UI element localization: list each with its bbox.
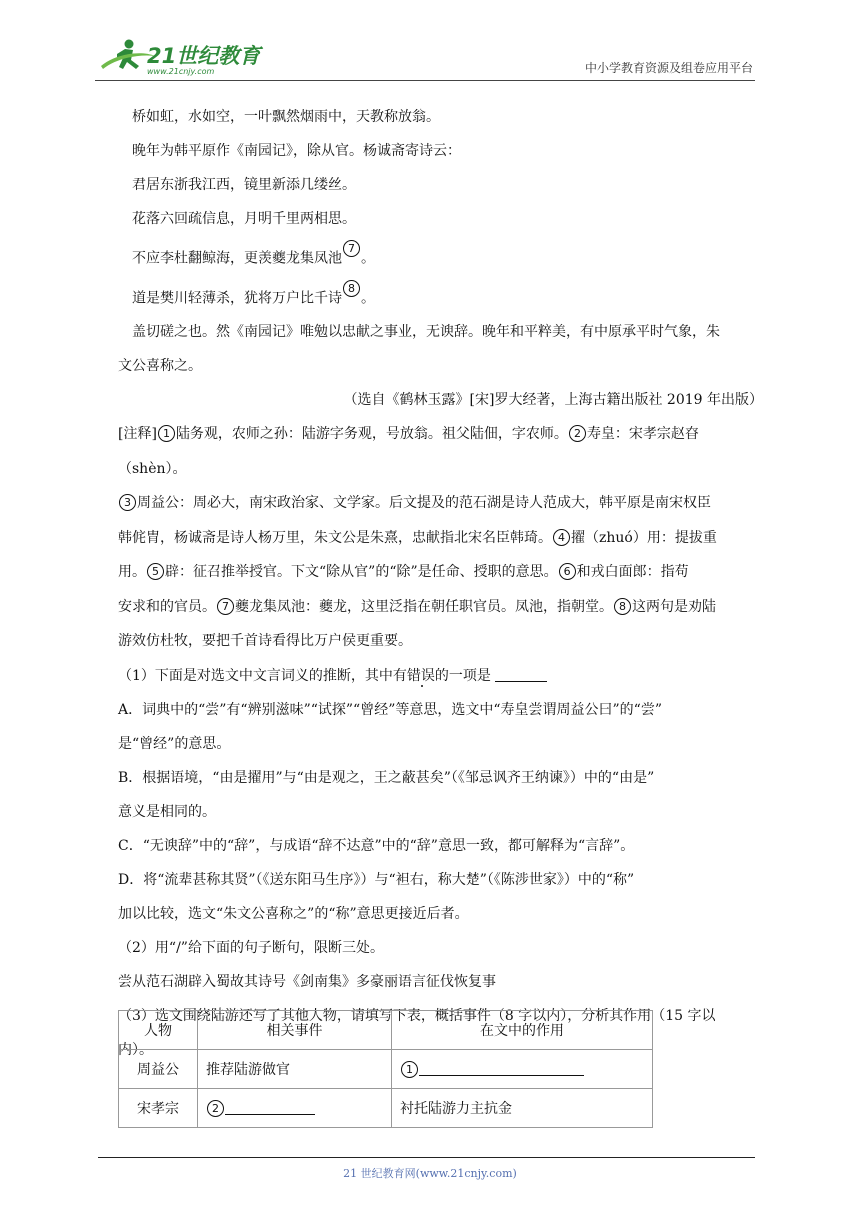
option-c: C．“无谀辞”中的“辞”，与成语“辞不达意”中的“辞”意思一致，都可解释为“言辞”。	[118, 837, 635, 854]
passage-line: 晚年为韩平原作《南园记》，除从官。杨诚斋寄诗云：	[132, 143, 461, 159]
footnote-mark: 8	[343, 280, 360, 297]
note-number: 7	[217, 598, 234, 615]
footer-divider	[98, 1157, 755, 1158]
option-b: B．根据语境，“由是擢用”与“由是观之，王之蔽甚矣”（《邹忌讽齐王纳谏》）中的“由是”	[118, 769, 655, 786]
blank-number: 2	[207, 1100, 224, 1117]
poem-line: 君居东浙我江西，镜里新添几缕丝。	[132, 177, 356, 193]
table-cell-role: 衬托陆游力主抗金	[392, 1089, 653, 1128]
question-2-sentence: 尝从范石湖辟入蜀故其诗号《剑南集》多豪丽语言征伐恢复事	[118, 973, 496, 990]
punctuation: 。	[361, 290, 375, 307]
svg-text:21世纪教育: 21世纪教育	[147, 44, 261, 68]
note-text: 和戎白面郎：指苟	[576, 564, 689, 581]
passage-paragraph-cont: 文公喜称之。	[118, 358, 202, 375]
note-number: 8	[614, 598, 631, 615]
passage-paragraph: 盖切磋之也。然《南园记》唯勉以忠献之事业，无谀辞。晚年和平粹美，有中原承平时气象，朱	[132, 324, 720, 341]
table-cell-person: 周益公	[119, 1050, 198, 1089]
note-number: 6	[559, 563, 576, 580]
option-a: A．词典中的“尝”有“辨别滋味”“试探”“曾经”等意思，选文中“寿皇尝谓周益公曰”的“尝”	[118, 701, 662, 718]
poem-line-text: 道是樊川轻薄杀，犹将万户比千诗	[132, 290, 342, 307]
document-body	[118, 100, 763, 1067]
note-line: 游效仿杜牧，要把千首诗看得比万户侯更重要。	[118, 633, 412, 650]
poem-line	[118, 276, 763, 316]
note-text: 寿皇：宋孝宗赵昚（shèn）。	[118, 426, 699, 477]
option-d-cont: 加以比较，选文“朱文公喜称之”的“称”意思更接近后者。	[118, 905, 469, 922]
poem-line	[118, 236, 763, 276]
note-text: 辟：征召推举授官。下文“除从官”的“除”是任命、授职的意思。	[165, 564, 558, 581]
note-text: 这两句是劝陆	[632, 598, 716, 615]
punctuation: 。	[361, 250, 375, 267]
poem-line-text: 不应李杜翻鲸海，更羡夔龙集凤池	[132, 250, 342, 267]
note-line	[118, 555, 763, 590]
table-row	[119, 1050, 653, 1089]
table-header: 相关事件	[198, 1011, 392, 1050]
blank-number: 1	[401, 1061, 418, 1078]
note-text: 用。	[118, 564, 146, 581]
page-header	[95, 36, 755, 81]
note-number: 2	[569, 425, 586, 442]
option-d: D．将“流辈甚称其贤”（《送东阳马生序》）与“袒右，称大楚”（《陈涉世家》）中的“称”	[118, 871, 635, 888]
footnote-mark: 7	[343, 240, 360, 257]
note-text: 周益公：周必大，南宋政治家、文学家。后文提及的范石湖是诗人范成大，韩平原是南宋权臣	[137, 495, 711, 512]
note-line	[118, 486, 763, 521]
question-3-cont: 内）。	[118, 1041, 153, 1058]
note-text: 韩侂胄，杨诚斋是诗人杨万里，朱文公是朱熹，忠献指北宋名臣韩琦。	[118, 529, 552, 546]
table-header: 在文中的作用	[392, 1011, 653, 1050]
answer-blank[interactable]	[225, 1100, 315, 1115]
option-b-cont: 意义是相同的。	[118, 803, 216, 820]
answer-table	[118, 1010, 653, 1128]
platform-name: 中小学教育资源及组卷应用平台	[584, 61, 753, 75]
table-header-row	[119, 1011, 653, 1050]
note-number: 5	[147, 563, 164, 580]
notes-label: [注释]	[118, 426, 157, 443]
note-text: 陆务观，农师之孙：陆游字务观，号放翁。祖父陆佃，字农师。	[175, 426, 568, 443]
question-3: （3）选文围绕陆游还写了其他人物，请填写下表，概括事件（8 字以内），分析其作用（15 字以	[118, 1007, 716, 1024]
answer-blank[interactable]	[419, 1061, 584, 1076]
note-text: 安求和的官员。	[118, 598, 216, 615]
table-cell-person: 宋孝宗	[119, 1089, 198, 1128]
question-2: （2）用“/”给下面的句子断句，限断三处。	[118, 939, 384, 956]
note-line	[118, 521, 763, 556]
note-line	[118, 417, 763, 486]
note-line	[118, 590, 763, 625]
note-number: 4	[553, 529, 570, 546]
table-row	[119, 1089, 653, 1128]
table-header: 人物	[119, 1011, 198, 1050]
poem-line: 桥如虹，水如空，一叶飘然烟雨中，天教称放翁。	[132, 109, 440, 125]
question-1	[118, 659, 763, 693]
note-text: 擢（zhuó）用：提拔重	[571, 529, 717, 546]
poem-line: 花落六回疏信息，月明千里两相思。	[132, 211, 356, 227]
note-number: 1	[158, 425, 175, 442]
note-text: 夔龙集凤池：夔龙，这里泛指在朝任职官员。凤池，指朝堂。	[235, 598, 613, 615]
answer-blank[interactable]	[495, 667, 547, 682]
option-a-cont: 是“曾经”的意思。	[118, 735, 231, 752]
source-citation: （选自《鹤林玉露》[宋]罗大经著，上海古籍出版社 2019 年出版）	[343, 392, 763, 409]
note-number: 3	[119, 494, 136, 511]
question-text: （1）下面是对选文中文言词义的推断，其中有	[118, 667, 407, 684]
table-cell-role	[392, 1050, 653, 1089]
table-cell-event	[198, 1089, 392, 1128]
question-text: 的一项是	[434, 667, 491, 684]
footer-link[interactable]: 21 世纪教育网(www.21cnjy.com)	[343, 1167, 517, 1180]
emphasized-word: 错误	[406, 667, 435, 684]
table-cell-event: 推荐陆游做官	[198, 1050, 392, 1089]
site-logo	[95, 36, 265, 78]
svg-text:www.21cnjy.com: www.21cnjy.com	[147, 67, 215, 76]
